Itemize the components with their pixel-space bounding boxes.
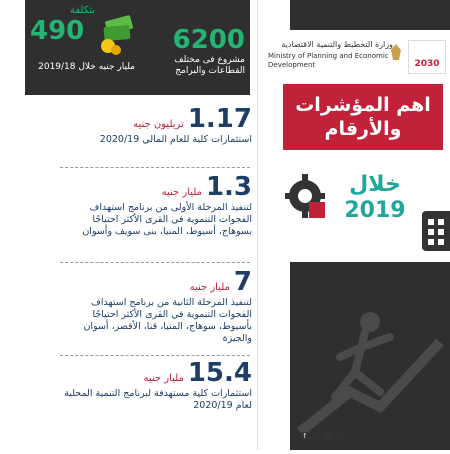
item-separator [60, 262, 250, 263]
item-text: استثمارات كلية للعام المالي 2020/19 [99, 134, 252, 145]
item-separator [60, 355, 250, 356]
cost-value: 490 [30, 16, 85, 46]
item-separator [60, 167, 250, 168]
money-icon [96, 12, 136, 57]
banner-title: اهم المؤشرات والأرقام [295, 94, 431, 140]
list-item [62, 172, 252, 238]
ministry-name [268, 40, 393, 70]
item-text: لتنفيذ المرحلة الثانية من برنامج استهداف الفجوات التنموية في القرى الأكثر احتياجًا بأسيوط، سوهاج، المنيا، قنا، الأقصر، أسوان والجيزة [83, 297, 252, 344]
period-label: خلال [349, 172, 401, 197]
item-unit: مليار جنيه [143, 373, 184, 384]
item-unit: مليار جنيه [161, 187, 202, 198]
item-value: 1.17 [187, 104, 252, 134]
eagle-icon [388, 42, 404, 64]
item-value: 15.4 [187, 358, 252, 388]
calendar-icon [420, 205, 450, 255]
ministry-arabic: وزارة التخطيط والتنمية الاقتصادية [281, 40, 393, 49]
projects-stat [140, 5, 245, 77]
item-unit: تريليون جنيه [133, 119, 184, 130]
period-block [330, 172, 420, 224]
runner-illustration [290, 262, 450, 450]
footer-handle: MPEDEGYPT [348, 432, 397, 441]
cost-stat [30, 5, 100, 46]
divider [257, 0, 258, 450]
cost-label: بتكلفة [70, 5, 96, 16]
projects-count: 6200 [172, 25, 245, 55]
item-value: 7 [233, 267, 252, 297]
item-text: استثمارات كلية مستهدفة لبرنامج التنمية المحلية لعام 2020/19 [64, 388, 252, 411]
item-text: لتنفيذ المرحلة الأولى من برنامج استهداف الفجوات التنموية في القرى الأكثر احتياجًا بسوهاج، أسيوط، المنيا، بنى سويف وأسوان [82, 202, 252, 237]
corner-block [290, 0, 450, 30]
twitter-icon[interactable] [312, 432, 321, 441]
footer-social [300, 432, 440, 441]
ministry-english: Ministry of Planning and Economic Development [268, 52, 389, 69]
cost-text: مليار جنيه خلال 2019/18 [38, 62, 135, 72]
list-item [62, 267, 252, 345]
instagram-icon[interactable] [336, 432, 345, 441]
projects-text: مشروع فى مختلف القطاعات والبرامج [174, 55, 245, 76]
youtube-icon[interactable] [324, 432, 333, 441]
title-banner [283, 84, 443, 150]
period-year: 2019 [344, 198, 406, 223]
gear-icon [283, 172, 328, 222]
decorative-panel [290, 262, 450, 450]
vision-logo [408, 40, 446, 74]
list-item [62, 358, 252, 412]
list-item [62, 104, 252, 146]
facebook-icon[interactable]: f [300, 432, 309, 441]
item-value: 1.3 [205, 172, 252, 202]
item-unit: مليار جنيه [189, 282, 230, 293]
vision-year: 2030 [414, 59, 440, 69]
